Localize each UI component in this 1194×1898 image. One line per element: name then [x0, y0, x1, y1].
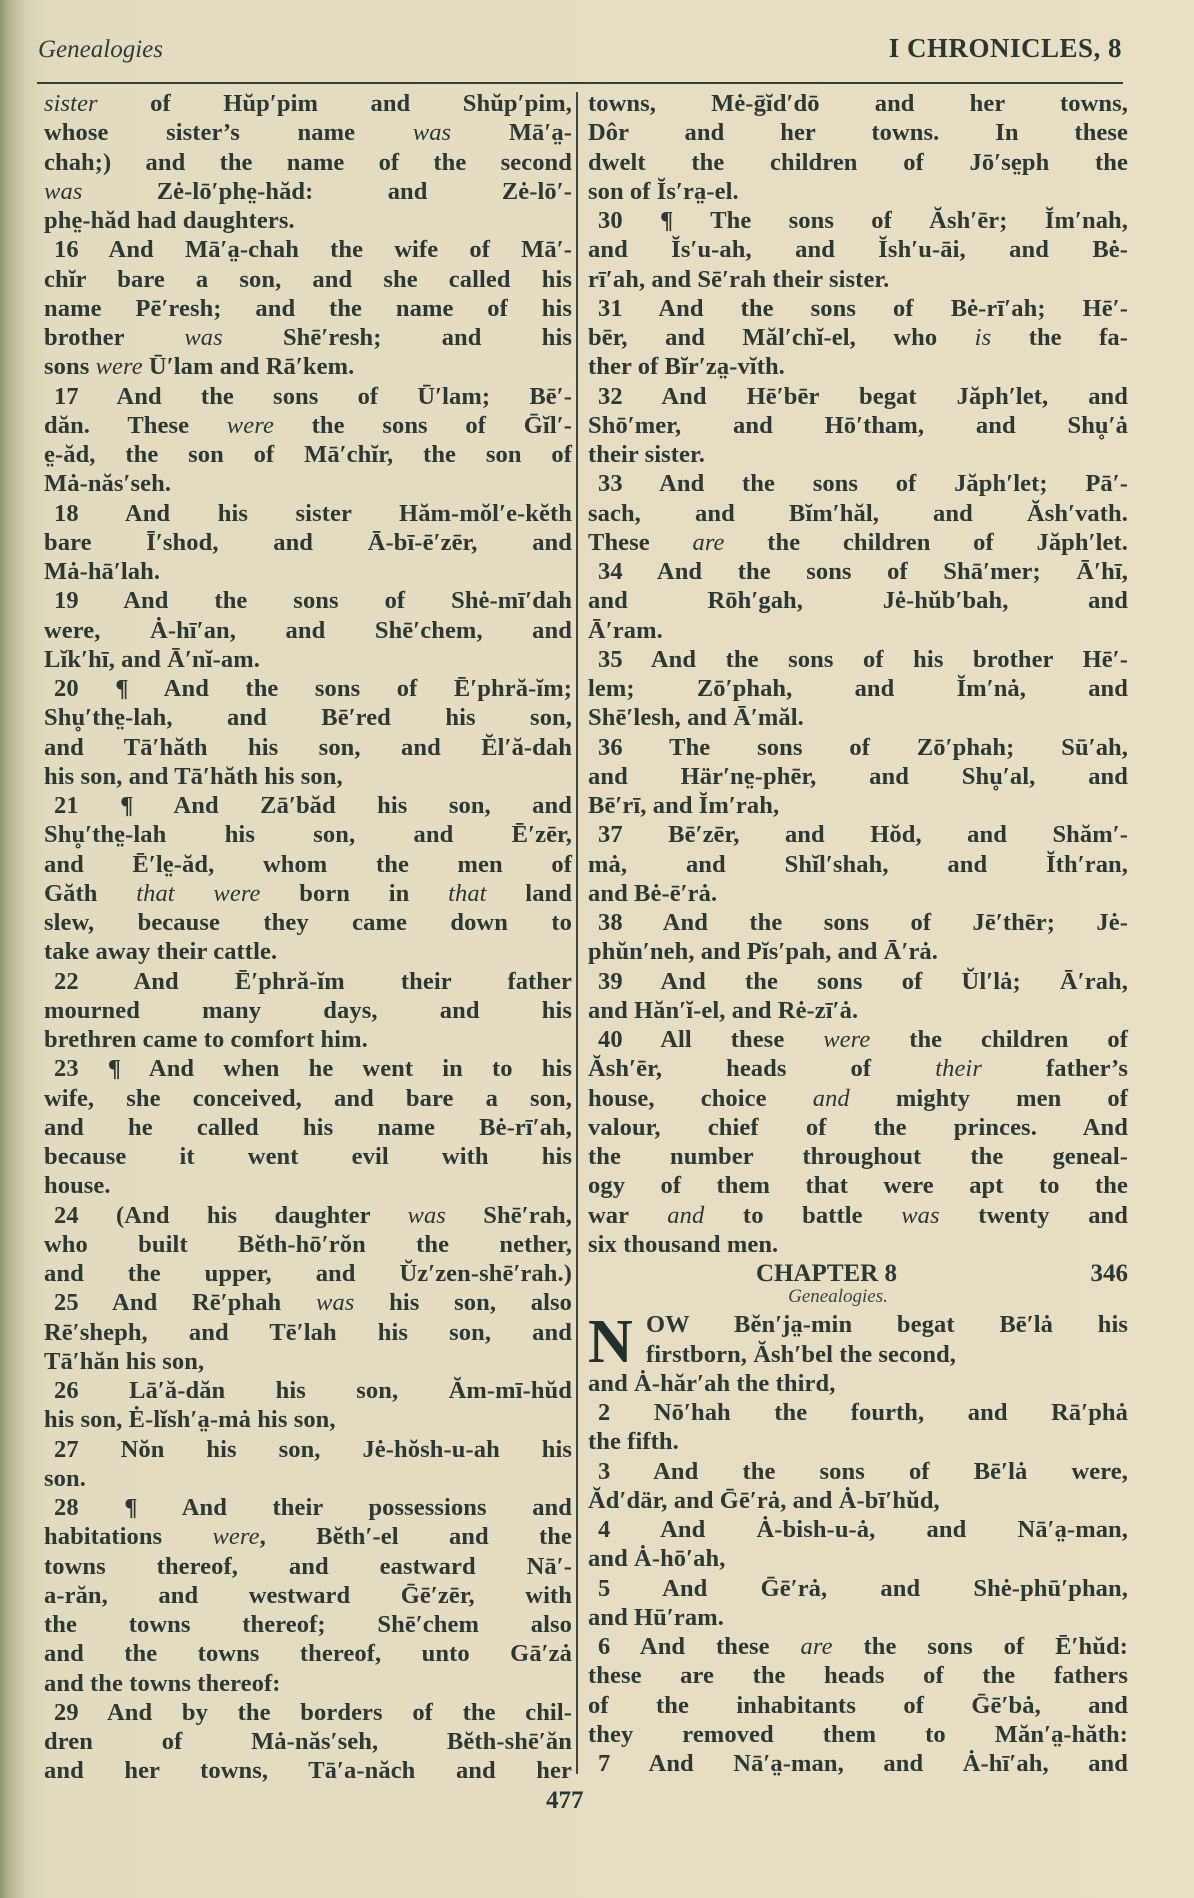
text-line: and Bė-ē′rȧ. [588, 879, 718, 907]
text-line: 26 Lā′ă-dăn his son, Ăm-mī-hŭd [54, 1377, 572, 1404]
text-line: Shē′lesh, and Ā′măl. [588, 704, 804, 732]
text-line: 19 And the sons of Shė-mī′dah [54, 587, 572, 615]
text-line: 35 And the sons of his brother Hē′- [598, 645, 1128, 673]
text-line: house. [44, 1172, 111, 1200]
text-line: the towns thereof; Shē′chem also [44, 1611, 572, 1638]
text-line: 6 And these are the sons of Ē′hŭd: [598, 1633, 1128, 1660]
left-column [44, 89, 572, 1786]
text-line: these are the heads of the fathers [588, 1662, 1128, 1690]
text-line: 33 And the sons of Jăph′let; Pā′- [598, 470, 1128, 498]
text-line: and the towns thereof: [44, 1669, 281, 1697]
text-line: and her towns, Tā′a-năch and her [44, 1757, 572, 1785]
text-line: These are the children of Jăph′let. [588, 528, 1128, 556]
text-line: Lĭk′hī, and Ā′nĭ-am. [44, 645, 260, 673]
text-line: sister of Hŭp′pim and Shŭp′pim, [44, 90, 572, 117]
text-line: and Här′ne̤-phēr, and Shu̥′al, and [588, 762, 1128, 790]
text-line: and Ĭs′u-ah, and Ĭsh′u-āi, and Bė- [588, 236, 1128, 264]
text-line: towns, Mė-ḡĭd′dō and her towns, [588, 90, 1128, 117]
text-line: Ăd′där, and Ḡē′rȧ, and Ȧ-bī′hŭd, [588, 1486, 940, 1514]
text-line: 4 And Ȧ-bish-u-ȧ, and Nā′a̤-man, [598, 1516, 1128, 1543]
text-line: valour, chief of the princes. And [588, 1113, 1128, 1141]
text-line: chah;) and the name of the second [44, 148, 572, 176]
text-line: and Ȧ-hō′ah, [588, 1545, 726, 1573]
text-line: Shu̥′the̤-lah, and Bē′red his son, [44, 704, 572, 732]
text-line: whose sister’s name was Mā′a̤- [44, 119, 572, 147]
text-line: the fifth. [588, 1428, 679, 1456]
text-line: brethren came to comfort him. [44, 1026, 368, 1053]
text-line: sons were Ū′lam and Rā′kem. [44, 353, 355, 381]
text-line: was Zė-lō′phe̤-hăd: and Zė-lō′- [44, 177, 572, 205]
text-line: 24 (And his daughter was Shē′rah, [54, 1201, 572, 1229]
text-line: chĭr bare a son, and she called his [44, 265, 572, 293]
text-line: 18 And his sister Hăm-mŏl′e-kĕth [54, 499, 572, 527]
text-line: dwelt the children of Jō′se̤ph the [588, 148, 1128, 176]
text-line: ther of Bĭr′za̤-vĭth. [588, 353, 785, 381]
text-line: 36 The sons of Zō′phah; Sū′ah, [598, 733, 1128, 761]
text-line: 29 And by the borders of the chil- [54, 1698, 572, 1726]
text-line: and Hăn′ĭ-el, and Rė-zī′ȧ. [588, 996, 859, 1024]
text-line: 27 Nŏn his son, Jė-hŏsh-u-ah his [54, 1435, 572, 1463]
text-line: dăn. These were the sons of Ḡĭl′- [44, 411, 572, 439]
text-line: ogy of them that were apt to the [588, 1172, 1128, 1200]
text-line: 37 Bē′zēr, and Hŏd, and Shăm′- [598, 821, 1128, 849]
text-line: wife, she conceived, and bare a son, [44, 1084, 572, 1112]
text-line: habitations were, Bĕth′-el and the [44, 1523, 572, 1551]
text-line: and Rōh′gah, Jė-hŭb′bah, and [588, 587, 1128, 615]
text-line: house, choice and mighty men of [588, 1084, 1128, 1112]
text-line: 32 And Hē′bēr begat Jăph′let, and [598, 382, 1128, 410]
running-header-topic: Genealogies [38, 36, 163, 63]
right-column [588, 89, 1128, 1778]
text-line: Shō′mer, and Hō′tham, and Shu̥′ȧ [588, 411, 1128, 439]
text-line: and he called his name Bė-rī′ah, [44, 1113, 572, 1141]
text-line: name Pē′resh; and the name of his [44, 294, 572, 322]
text-line: Dôr and her towns. In these [588, 119, 1128, 147]
text-line: slew, because they came down to [44, 909, 572, 936]
text-line: 16 And Mā′a̤-chah the wife of Mā′- [54, 236, 572, 264]
chapter-heading [588, 1259, 1128, 1288]
text-line: e̤-ăd, the son of Mā′chĭr, the son of [44, 441, 572, 468]
text-line: Ăsh′ēr, heads of their father’s [588, 1055, 1128, 1083]
text-line: bare Ī′shod, and Ā-bī-ē′zēr, and [44, 528, 572, 556]
text-line: a-răn, and westward Ḡē′zēr, with [44, 1581, 572, 1609]
text-line: take away their cattle. [44, 938, 278, 966]
header-rule [37, 82, 1123, 84]
text-line: Bē′rī, and Ĭm′rah, [588, 792, 780, 819]
reference-number: 346 [1090, 1260, 1128, 1287]
text-line: 20 ¶ And the sons of Ē′phră-ĭm; [54, 675, 572, 702]
text-line: his son, Ė-lĭsh′a̤-mȧ his son, [44, 1406, 336, 1434]
text-line: mȧ, and Shĭl′shah, and Ĭth′ran, [588, 850, 1128, 878]
text-line: 25 And Rē′phah was his son, also [54, 1289, 572, 1317]
text-line: bēr, and Măl′chĭ-el, who is the fa- [588, 324, 1128, 351]
text-line: 28 ¶ And their possessions and [54, 1494, 572, 1521]
text-line: rī′ah, and Sē′rah their sister. [588, 265, 890, 293]
text-line: son. [44, 1464, 86, 1492]
text-line: and Hū′ram. [588, 1603, 724, 1631]
text-line: they removed them to Măn′a̤-hăth: [588, 1720, 1128, 1748]
text-line: his son, and Tā′hăth his son, [44, 762, 343, 790]
text-line: Găth that were born in that land [44, 879, 573, 907]
text-line: the number throughout the geneal- [588, 1143, 1128, 1170]
chapter-title: CHAPTER 8 [756, 1260, 897, 1287]
text-line: because it went evil with his [44, 1143, 572, 1170]
text-line: 5 And Ḡē′rȧ, and Shė-phū′phan, [598, 1574, 1128, 1602]
chapter-summary: Genealogies. [788, 1286, 888, 1308]
text-line: towns thereof, and eastward Nā′- [44, 1552, 572, 1580]
text-line: sach, and Bĭm′hăl, and Ăsh′vath. [588, 499, 1128, 527]
text-line: Mȧ-hā′lah. [44, 558, 161, 585]
text-line: Shu̥′the̤-lah his son, and Ē′zēr, [44, 821, 572, 849]
text-line: 31 And the sons of Bė-rī′ah; Hē′- [598, 294, 1128, 322]
text-line: Tā′hăn his son, [44, 1347, 205, 1375]
text-line: phŭn′neh, and Pĭs′pah, and Ā′rȧ. [588, 938, 939, 966]
text-line: 21 ¶ And Zā′băd his son, and [54, 792, 572, 819]
chapter-8-text [588, 1310, 1128, 1778]
text-line: and Tā′hăth his son, and Ĕl′ă-dah [44, 733, 572, 761]
text-line: Ā′ram. [588, 616, 663, 644]
drop-cap: N [588, 1308, 633, 1377]
text-line: phe̤-hăd had daughters. [44, 207, 295, 234]
text-line: 23 ¶ And when he went in to his [54, 1055, 572, 1083]
text-line: 30 ¶ The sons of Ăsh′ēr; Ĭm′nah, [598, 207, 1128, 234]
text-line: 17 And the sons of Ū′lam; Bē′- [54, 382, 572, 410]
text-line: were, Ȧ-hī′an, and Shē′chem, and [44, 616, 572, 644]
text-line: 3 And the sons of Bē′lȧ were, [598, 1457, 1128, 1485]
text-line: war and to battle was twenty and [588, 1201, 1129, 1229]
text-line: who built Bĕth-hō′rŏn the nether, [44, 1230, 572, 1258]
text-line: 40 All these were the children of [598, 1026, 1129, 1053]
text-line: six thousand men. [588, 1230, 779, 1258]
text-line: 38 And the sons of Jē′thēr; Jė- [598, 909, 1128, 936]
text-line: firstborn, Ăsh′bel the second, [646, 1340, 957, 1368]
text-line: lem; Zō′phah, and Ĭm′nȧ, and [588, 675, 1128, 702]
text-line: and Ē′le̤-ăd, whom the men of [44, 850, 572, 878]
text-line: brother was Shē′resh; and his [44, 324, 572, 351]
text-line: 39 And the sons of Ŭl′lȧ; Ā′rah, [598, 967, 1128, 995]
text-line: son of Ĭs′ra̤-el. [588, 177, 739, 205]
text-line: and the towns thereof, unto Gā′zȧ [44, 1640, 572, 1668]
text-line: 7 And Nā′a̤-man, and Ȧ-hī′ah, and [598, 1750, 1128, 1777]
text-line: their sister. [588, 441, 705, 468]
page-number: 477 [546, 1787, 584, 1814]
text-line: 2 Nō′hah the fourth, and Rā′phȧ [598, 1399, 1128, 1426]
text-line: and Ȧ-hăr′ah the third, [588, 1369, 836, 1397]
text-line: 34 And the sons of Shā′mer; Ā′hī, [598, 558, 1128, 585]
text-line: mourned many days, and his [44, 996, 572, 1024]
text-line: 22 And Ē′phră-ĭm their father [54, 967, 572, 995]
column-divider [576, 92, 578, 1774]
text-line: dren of Mȧ-năs′seh, Bĕth-shē′ăn [44, 1728, 572, 1755]
text-line: Rē′sheph, and Tē′lah his son, and [44, 1318, 572, 1346]
text-line: and the upper, and Ŭz′zen-shē′rah.) [44, 1260, 572, 1287]
text-line: of the inhabitants of Ḡē′bȧ, and [588, 1691, 1128, 1719]
running-header-book-chapter: I CHRONICLES, 8 [888, 33, 1122, 63]
text-line: OW Bĕn′ja̤-min begat Bē′lȧ his [646, 1311, 1128, 1339]
text-line: Mȧ-năs′seh. [44, 470, 172, 498]
chapter-7-continuation [588, 89, 1128, 1259]
